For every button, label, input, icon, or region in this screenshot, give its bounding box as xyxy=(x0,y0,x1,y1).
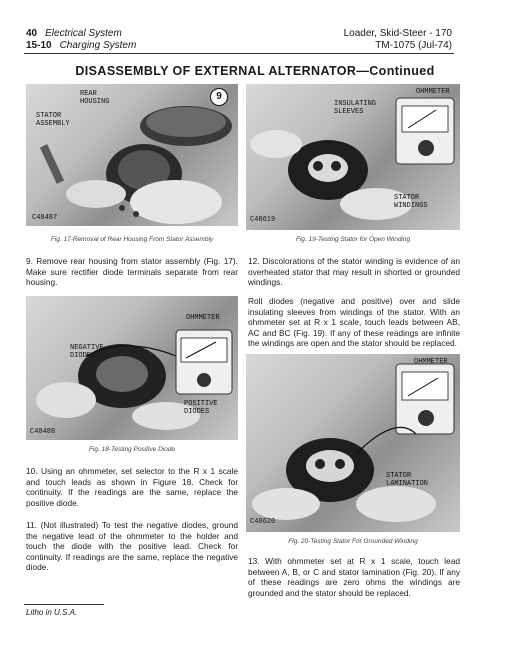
photo-code: C48619 xyxy=(250,216,276,224)
paragraph-13: 13. With ohmmeter set at R x 1 scale, touch lead between A, B, or C and stator lamination (Fig. 20). If any of these readings are zero ohms the windings are grounded and the stator should be replaced. xyxy=(248,556,460,598)
photo-code: C48620 xyxy=(250,518,276,526)
page-header-left xyxy=(26,28,122,40)
insulating-sleeves-label: INSULATING SLEEVES xyxy=(334,100,377,116)
page-number: 40 xyxy=(26,28,38,39)
figure-20-caption: Fig. 20-Testing Stator For Grounded Winding xyxy=(288,538,418,545)
manual-id: TM-1075 (Jul-74) xyxy=(375,40,452,51)
figure-17-photo xyxy=(26,84,238,226)
page-subheader-left xyxy=(26,40,136,52)
footer-text: Litho in U.S.A. xyxy=(26,608,78,617)
rear-housing-label: REAR HOUSING xyxy=(80,90,110,106)
figure-19-caption: Fig. 19-Testing Stator for Open Winding xyxy=(295,236,411,243)
paragraph-12-continued: Roll diodes (negative and positive) over and slide insulating sleeves from windings of the stator. With an ohmmeter set at R x 1 scale, touch leads between AB, AC and BC (Fig. 19). If any of these readings are infinite the windings are open and the stator should be replaced. xyxy=(248,296,460,349)
stator-assembly-label: STATOR ASSEMBLY xyxy=(36,112,70,128)
photo-code: C48487 xyxy=(32,214,58,222)
section-name: Electrical System xyxy=(45,28,122,39)
header-rule xyxy=(24,53,454,54)
ohmmeter-label: OHMMETER xyxy=(186,314,220,322)
page-title: DISASSEMBLY OF EXTERNAL ALTERNATOR—Continued xyxy=(75,64,435,78)
figure-17-caption: Fig. 17-Removal of Rear Housing From Stator Assembly xyxy=(50,236,214,243)
paragraph-9: 9. Remove rear housing from stator assembly (Fig. 17). Make sure rectifier diode terminals separate from rear housing. xyxy=(26,256,238,288)
figure-19-photo xyxy=(246,84,460,230)
ohmmeter-label: OHMMETER xyxy=(416,88,450,96)
stator-windings-label: STATOR WINDINGS xyxy=(394,194,428,210)
callout-circle: 9 xyxy=(210,88,228,106)
machine-name: Loader, Skid-Steer - 170 xyxy=(343,28,452,39)
figure-20-photo xyxy=(246,354,460,532)
photo-code: C48488 xyxy=(30,428,56,436)
paragraph-12: 12. Discolorations of the stator winding is evidence of an overheated stator that may result in shorted or grounded windings. xyxy=(248,256,460,288)
negative-diodes-label: NEGATIVE DIODES xyxy=(70,344,104,360)
subsection-name: Charging System xyxy=(59,40,137,51)
sub-number: 15-10 xyxy=(26,40,52,51)
footer-rule xyxy=(24,604,104,605)
stator-lamination-label: STATOR LAMINATION xyxy=(386,472,429,488)
ohmmeter-label: OHMMETER xyxy=(414,358,448,366)
paragraph-10: 10. Using an ohmmeter, set selector to the R x 1 scale and touch leads as shown in Figure 18. Check for continuity. If the readings are the same, replace the positive diode. xyxy=(26,466,238,508)
alternator-illustration xyxy=(26,84,238,226)
paragraph-11: 11. (Not illustrated) To test the negative diodes, ground the negative lead of the ohmmeter to the holder and touch the diode with the positive lead. Check for continuity. If readings are the same, replace the negative diode. xyxy=(26,520,238,573)
figure-18-photo xyxy=(26,296,238,440)
ground-test-illustration xyxy=(246,354,460,532)
figure-18-caption: Fig. 18-Testing Positive Diode xyxy=(88,446,176,453)
positive-diodes-label: POSITIVE DIODES xyxy=(184,400,218,416)
